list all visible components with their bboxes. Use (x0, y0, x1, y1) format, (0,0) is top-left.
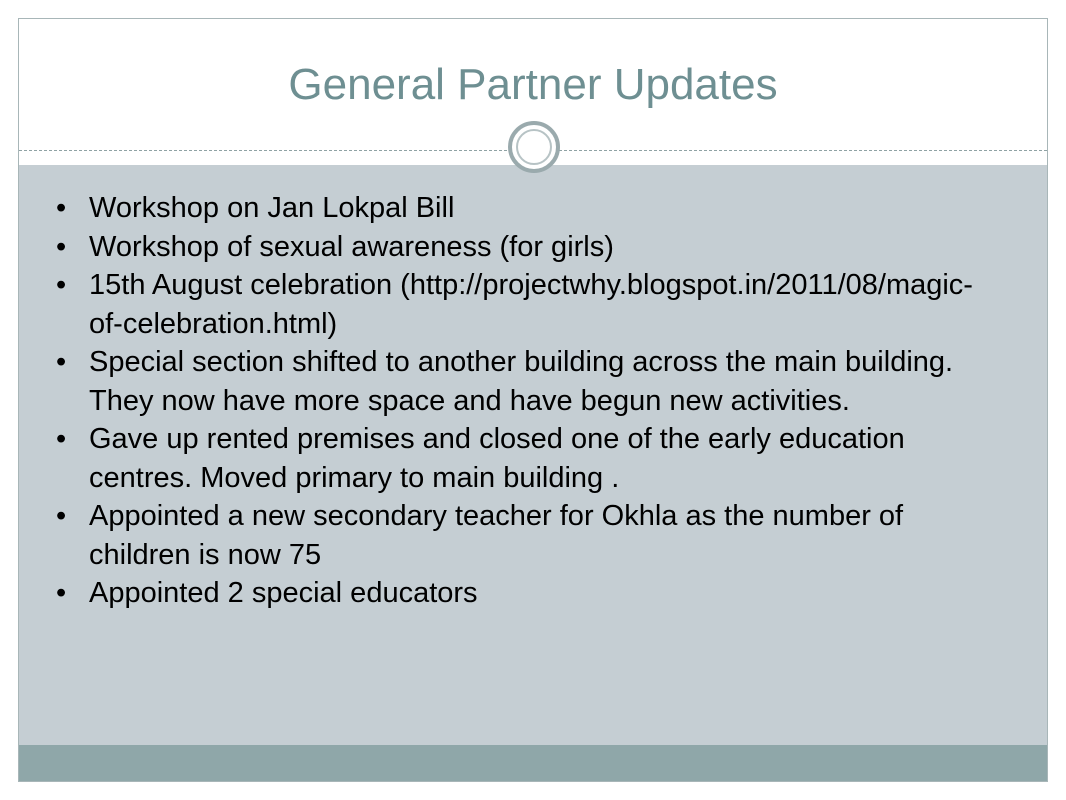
list-item-text: Appointed 2 special educators (89, 577, 478, 609)
bullet-icon: • (56, 192, 67, 224)
list-item (19, 574, 1047, 613)
bullet-icon: • (56, 500, 67, 532)
slide-title: General Partner Updates (288, 60, 778, 109)
list-item (19, 497, 1047, 574)
list-item (19, 266, 1047, 343)
list-item (19, 228, 1047, 267)
footer-band (19, 745, 1047, 782)
list-item-text: 15th August celebration (http://projectwhy.blogspot.in/2011/08/magic-of-celebration.html) (89, 269, 973, 340)
list-item-text: Appointed a new secondary teacher for Okhla as the number of children is now 75 (89, 500, 904, 571)
bullet-icon: • (56, 346, 67, 378)
bullet-icon: • (56, 423, 67, 455)
list-item (19, 420, 1047, 497)
list-item (19, 343, 1047, 420)
ring-icon (508, 121, 560, 173)
slide (18, 18, 1048, 782)
bullet-list (19, 189, 1047, 613)
list-item-text: Workshop on Jan Lokpal Bill (89, 192, 455, 224)
list-item-text: Gave up rented premises and closed one of the early education centres. Moved primary to main building . (89, 423, 905, 494)
list-item-text: Workshop of sexual awareness (for girls) (89, 230, 614, 263)
bullet-icon: • (56, 230, 67, 263)
list-item-text: Special section shifted to another building across the main building. They now have more space and have begun new activities. (89, 346, 954, 417)
list-item (19, 189, 1047, 228)
bullet-icon: • (56, 269, 67, 301)
bullet-icon: • (56, 577, 67, 609)
